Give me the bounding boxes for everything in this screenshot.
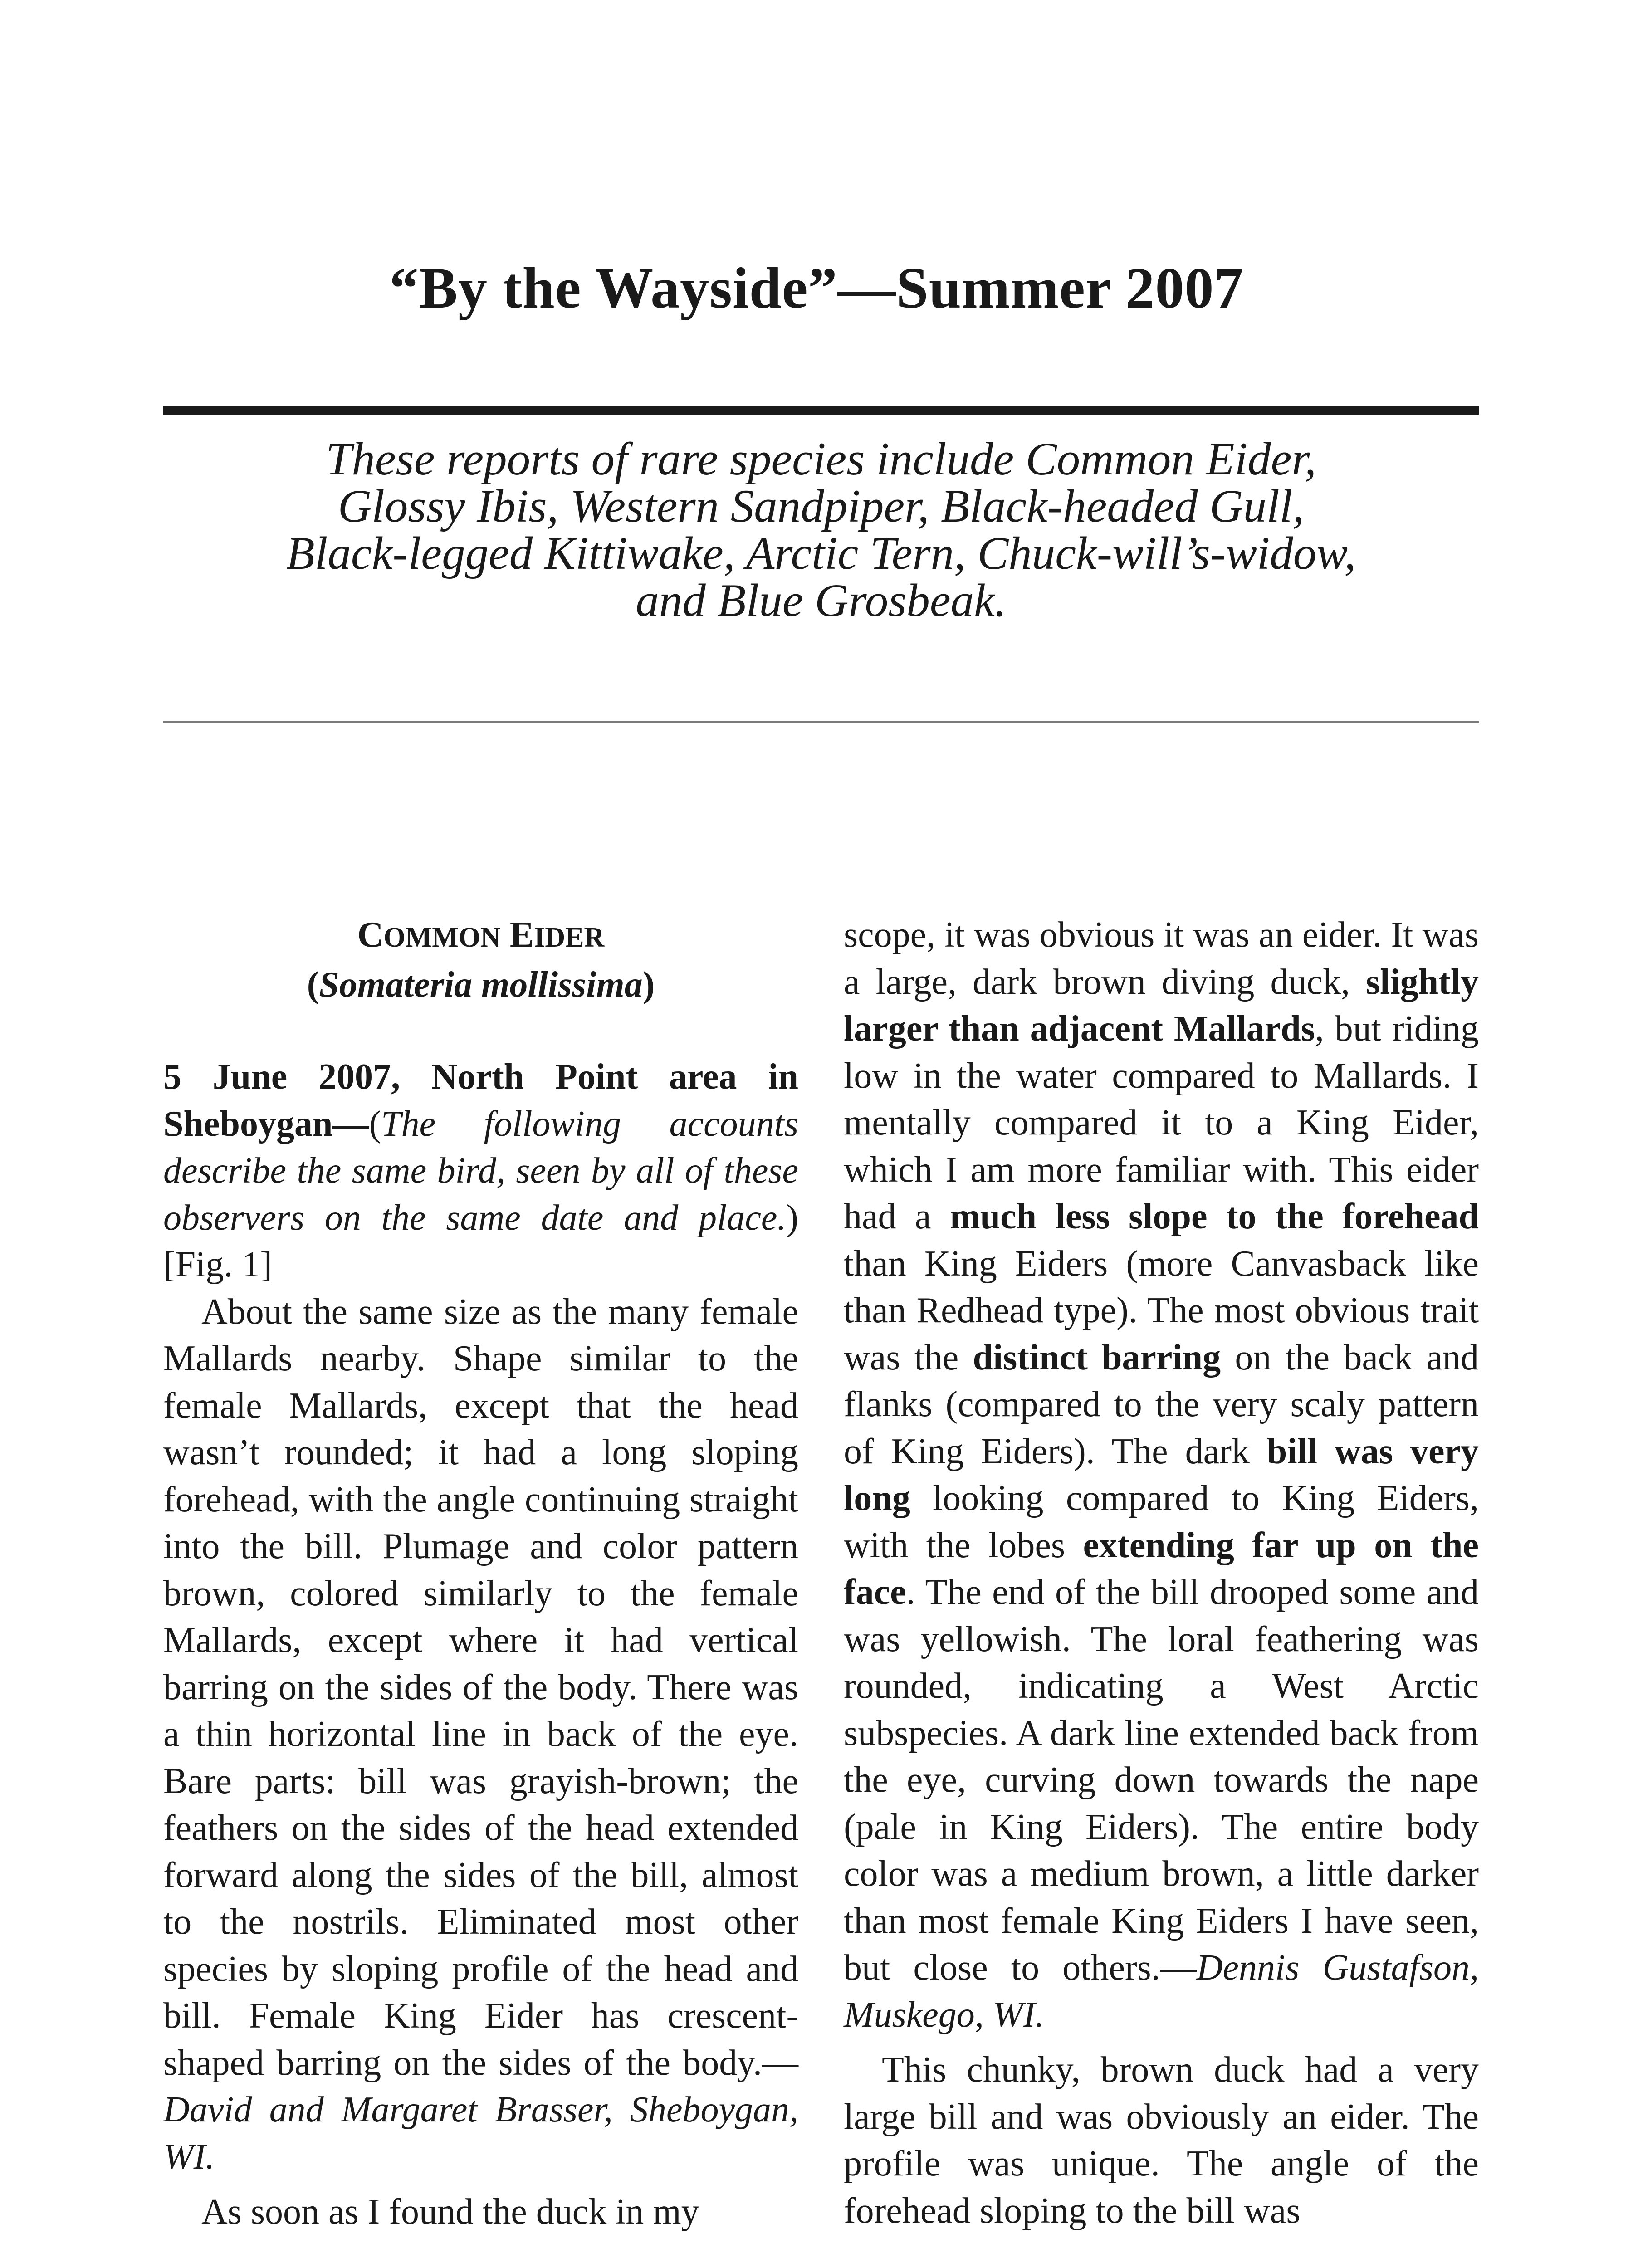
- emphasis: bill was very long: [844, 1431, 1479, 1518]
- title-divider: [163, 406, 1479, 415]
- intro-line: These reports of rare species include Common Eider,: [326, 433, 1316, 485]
- species-heading: [163, 912, 798, 962]
- paragraph-text: than King Eiders (more Canvasback like than Redhead type). The most obvious trait was the: [844, 1243, 1479, 1378]
- intro-line: and Blue Grosbeak.: [636, 575, 1007, 626]
- paragraph-text: . The end of the bill drooped some and was yellowish. The loral feathering was rounded, indicating a West Arctic subspecies. A dark line extended back from the eye, curving down towards the nape (pale in King Eiders). The entire body color was a medium brown, a little darker than most female King Eiders I have seen, but close to others.—: [844, 1572, 1479, 1988]
- intro-line: Glossy Ibis, Western Sandpiper, Black-headed Gull,: [337, 480, 1305, 532]
- report-author: David and Margaret Brasser, Sheboygan, WI.: [163, 2090, 798, 2177]
- intro-line: Black-legged Kittiwake, Arctic Tern, Chuck-will’s-widow,: [286, 528, 1356, 579]
- species-rest: OMMON: [383, 922, 501, 953]
- report-paragraph: [844, 912, 1479, 2038]
- species-rest: IDER: [534, 922, 605, 953]
- paren: (: [307, 964, 319, 1005]
- paren: ): [642, 964, 655, 1005]
- species-initial: C: [357, 915, 384, 955]
- report-note: The following accounts describe the same bird, seen by all of these observers on the same date and place.: [163, 1104, 798, 1238]
- intro-divider: [163, 721, 1479, 723]
- left-column: [163, 912, 798, 2236]
- paragraph-text: , but riding low in the water compared to Mallards. I mentally compared it to a King Eider, which I am more familiar with. This eider had a: [844, 1009, 1479, 1237]
- figure-reference: [Fig. 1]: [163, 1245, 272, 1285]
- emphasis: much less slope to the forehead: [950, 1197, 1479, 1237]
- right-column: [844, 912, 1479, 2234]
- emphasis: extending far up on the face: [844, 1525, 1479, 1612]
- paren: ): [786, 1198, 798, 1238]
- paragraph-text: looking compared to King Eiders, with the lobes: [844, 1478, 1479, 1565]
- paragraph-text: scope, it was obvious it was an eider. It was a large, dark brown diving duck,: [844, 915, 1479, 1002]
- report-paragraph: [163, 2189, 798, 2236]
- paren: (: [369, 1104, 381, 1144]
- report-paragraph: [844, 2047, 1479, 2234]
- emphasis: slightly larger than adjacent Mallards: [844, 962, 1479, 1049]
- report-date-location: 5 June 2007, North Point area in Sheboygan—: [163, 1057, 798, 1144]
- intro-summary: [163, 435, 1479, 624]
- article-title: “By the Wayside”—Summer 2007: [389, 256, 1244, 320]
- paragraph-text: As soon as I found the duck in my: [201, 2192, 699, 2232]
- paragraph-text: This chunky, brown duck had a very large bill and was obviously an eider. The profile was unique. The angle of the forehead sloping to the bill was: [844, 2050, 1479, 2231]
- report-paragraph: [163, 1289, 798, 2181]
- paragraph-text: About the same size as the many female Mallards nearby. Shape similar to the female Mallards, except that the head wasn’t rounded; it had a long sloping forehead, with the angle continuing straight into the bill. Plumage and color pattern brown, colored similarly to the female Mallards, except where it had vertical barring on the sides of the body. There was a thin horizontal line in back of the eye. Bare parts: bill was grayish-brown; the feathers on the sides of the head extended forward along the sides of the bill, almost to the nostrils. Eliminated most other species by sloping profile of the head and bill. Female King Eider has crescent-shaped barring on the sides of the body.—: [163, 1291, 798, 2083]
- emphasis: distinct barring: [973, 1337, 1221, 1378]
- report-heading: [163, 1054, 798, 1289]
- species-scientific-name: [163, 962, 798, 1009]
- scientific-name: Somateria mollissima: [319, 964, 643, 1005]
- species-initial: E: [509, 915, 534, 955]
- paragraph-text: on the back and flanks (compared to the very scaly pattern of King Eiders). The dark: [844, 1337, 1479, 1471]
- report-author: Dennis Gustafson, Muskego, WI.: [844, 1948, 1479, 2035]
